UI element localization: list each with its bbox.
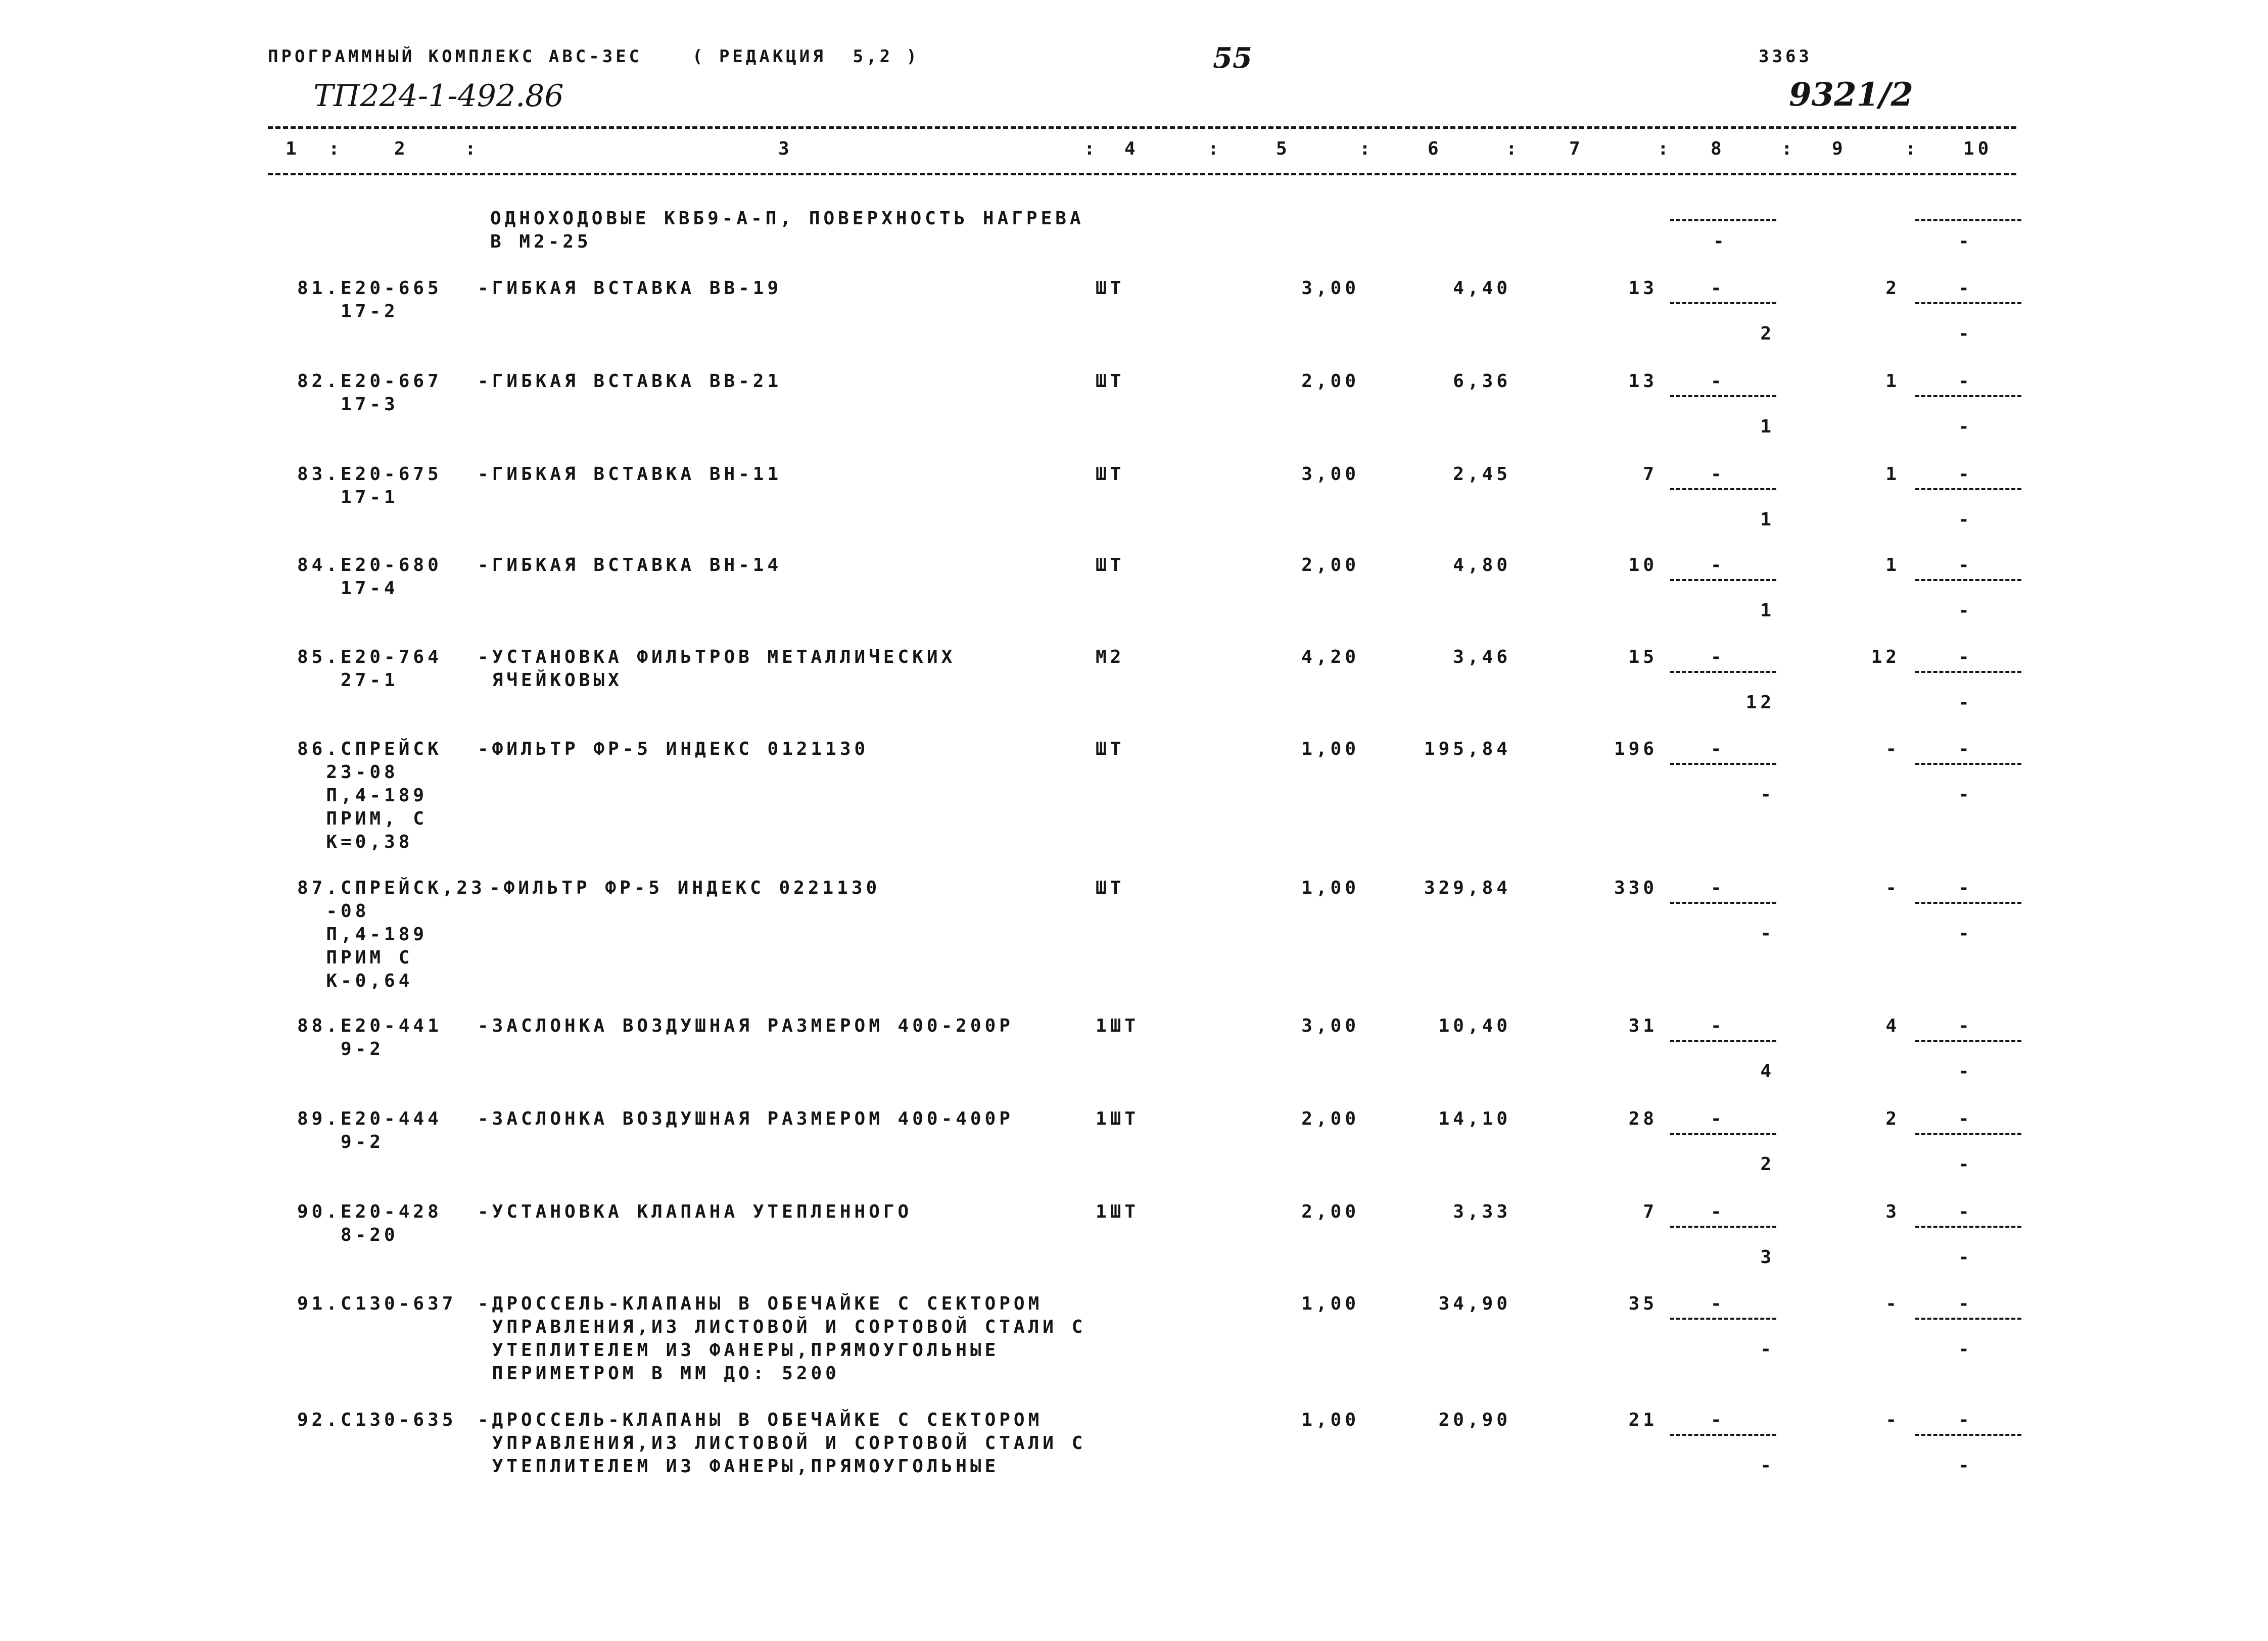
col8-dash: - [1713, 231, 1728, 252]
row-total: 330 [1614, 878, 1658, 898]
edition-label: ( РЕДАКЦИЯ 5,2 ) [692, 46, 920, 67]
row-col8-bottom: - [1760, 923, 1775, 944]
row-col8-bottom: 12 [1745, 692, 1775, 713]
row-code: 17-4 [297, 578, 399, 599]
col8-fraction-line [1670, 1434, 1776, 1436]
row-col10-bottom: - [1958, 1247, 1973, 1268]
row-price: 3,33 [1453, 1201, 1511, 1222]
row-total: 35 [1628, 1293, 1658, 1314]
col10-fraction-line [1915, 1133, 2021, 1135]
row-price: 34,90 [1438, 1293, 1511, 1314]
col10-fraction-line [1915, 1318, 2021, 1320]
row-quantity: 1,00 [1301, 878, 1359, 898]
intro-line: В М2-25 [490, 231, 592, 252]
row-col9: - [1885, 1293, 1900, 1314]
row-col8-bottom: 1 [1760, 600, 1775, 621]
row-description: -ЗАСЛОНКА ВОЗДУШНАЯ РАЗМЕРОМ 400-200Р [478, 1016, 1014, 1036]
column-separator: : [465, 138, 480, 159]
col8-fraction-line [1670, 763, 1776, 765]
column-header-4: 4 [1124, 138, 1139, 159]
row-col10-bottom: - [1958, 416, 1973, 437]
row-description: -ФИЛЬТР ФР-5 ИНДЕКС 0221130 [489, 878, 881, 898]
row-price: 195,84 [1424, 739, 1511, 759]
row-code: К-0,64 [297, 971, 413, 991]
row-code: 88.Е20-441 [297, 1016, 442, 1036]
row-col8-top: - [1711, 647, 1725, 667]
row-description: УТЕПЛИТЕЛЕМ ИЗ ФАНЕРЫ,ПРЯМОУГОЛЬНЫЕ [478, 1456, 1000, 1477]
row-col8-bottom: 1 [1760, 416, 1775, 437]
row-total: 13 [1628, 371, 1658, 392]
row-col8-top: - [1711, 1201, 1725, 1222]
col8-fraction-line [1670, 1226, 1776, 1228]
column-separator: : [1506, 138, 1521, 159]
row-description: -ГИБКАЯ ВСТАВКА ВВ-19 [478, 278, 782, 299]
row-col9: 12 [1871, 647, 1900, 667]
row-col8-top: - [1711, 278, 1725, 299]
row-total: 15 [1628, 647, 1658, 667]
header-rule-top [268, 126, 2016, 129]
column-separator: : [1359, 138, 1374, 159]
row-total: 7 [1643, 1201, 1658, 1222]
row-col8-top: - [1711, 371, 1725, 392]
row-price: 329,84 [1424, 878, 1511, 898]
col8-fraction-line [1670, 902, 1776, 904]
column-header-3: 3 [778, 138, 793, 159]
row-price: 4,80 [1453, 555, 1511, 575]
row-col8-bottom: - [1760, 1339, 1775, 1360]
row-code: 85.Е20-764 [297, 647, 442, 667]
row-description: -ДРОССЕЛЬ-КЛАПАНЫ В ОБЕЧАЙКЕ С СЕКТОРОМ [478, 1410, 1043, 1430]
column-separator: : [1781, 138, 1796, 159]
row-col10-top: - [1958, 371, 1973, 392]
row-col9: 1 [1885, 371, 1900, 392]
row-col10-top: - [1958, 647, 1973, 667]
column-separator: : [1658, 138, 1672, 159]
row-quantity: 3,00 [1301, 278, 1359, 299]
col10-fraction-line [1915, 395, 2021, 397]
row-code: К=0,38 [297, 832, 413, 852]
row-col8-bottom: 1 [1760, 509, 1775, 530]
row-quantity: 4,20 [1301, 647, 1359, 667]
row-quantity: 2,00 [1301, 371, 1359, 392]
row-col10-top: - [1958, 739, 1973, 759]
row-quantity: 2,00 [1301, 555, 1359, 575]
col8-fraction-line [1670, 1040, 1776, 1042]
row-description: ЯЧЕЙКОВЫХ [478, 670, 623, 691]
row-total: 196 [1614, 739, 1658, 759]
row-col9: - [1885, 739, 1900, 759]
row-code: 87.СПРЕЙСК,23 [297, 878, 486, 898]
row-col9: 1 [1885, 464, 1900, 485]
row-quantity: 2,00 [1301, 1201, 1359, 1222]
header-rule-bottom [268, 173, 2016, 175]
row-col10-bottom: - [1958, 600, 1973, 621]
row-price: 10,40 [1438, 1016, 1511, 1036]
row-col9: 1 [1885, 555, 1900, 575]
row-unit: ШТ [1096, 555, 1125, 575]
row-col10-top: - [1958, 278, 1973, 299]
col10-fraction-line [1915, 219, 2021, 221]
row-col8-bottom: 3 [1760, 1247, 1775, 1268]
col10-fraction-line [1915, 488, 2021, 490]
col8-fraction-line [1670, 579, 1776, 581]
row-description: -ФИЛЬТР ФР-5 ИНДЕКС 0121130 [478, 739, 869, 759]
page-number: 55 [1213, 41, 1252, 75]
row-code: 91.С130-637 [297, 1293, 457, 1314]
row-code: -08 [297, 901, 370, 922]
row-quantity: 1,00 [1301, 739, 1359, 759]
column-separator: : [1208, 138, 1222, 159]
row-code: ПРИМ, С [297, 808, 428, 829]
row-code: 89.Е20-444 [297, 1108, 442, 1129]
column-header-1: 1 [286, 138, 300, 159]
col10-fraction-line [1915, 1434, 2021, 1436]
row-col8-bottom: - [1760, 784, 1775, 805]
row-col9: - [1885, 878, 1900, 898]
row-description: УТЕПЛИТЕЛЕМ ИЗ ФАНЕРЫ,ПРЯМОУГОЛЬНЫЕ [478, 1340, 1000, 1361]
row-code: 81.Е20-665 [297, 278, 442, 299]
col8-fraction-line [1670, 671, 1776, 673]
row-col8-bottom: 2 [1760, 323, 1775, 344]
row-code: 82.Е20-667 [297, 371, 442, 392]
row-description: -ЗАСЛОНКА ВОЗДУШНАЯ РАЗМЕРОМ 400-400Р [478, 1108, 1014, 1129]
column-header-2: 2 [394, 138, 409, 159]
row-col8-top: - [1711, 1108, 1725, 1129]
row-unit: М2 [1096, 647, 1125, 667]
row-total: 13 [1628, 278, 1658, 299]
row-col8-bottom: - [1760, 1455, 1775, 1476]
col8-fraction-line [1670, 219, 1776, 221]
project-code: ТП224-1-492.86 [313, 78, 564, 114]
row-quantity: 1,00 [1301, 1410, 1359, 1430]
row-code: 23-08 [297, 762, 399, 783]
row-unit: 1ШТ [1096, 1201, 1140, 1222]
row-col10-bottom: - [1958, 923, 1973, 944]
row-col8-bottom: 2 [1760, 1154, 1775, 1175]
row-col8-top: - [1711, 1016, 1725, 1036]
row-quantity: 3,00 [1301, 1016, 1359, 1036]
row-col10-top: - [1958, 1293, 1973, 1314]
row-code: 9-2 [297, 1132, 385, 1152]
col8-fraction-line [1670, 1318, 1776, 1320]
row-total: 28 [1628, 1108, 1658, 1129]
col10-fraction-line [1915, 671, 2021, 673]
row-price: 3,46 [1453, 647, 1511, 667]
row-price: 20,90 [1438, 1410, 1511, 1430]
row-col10-bottom: - [1958, 1154, 1973, 1175]
row-code: 84.Е20-680 [297, 555, 442, 575]
row-col8-top: - [1711, 739, 1725, 759]
row-code: 17-1 [297, 487, 399, 508]
row-code: 8-20 [297, 1225, 399, 1245]
column-header-5: 5 [1276, 138, 1291, 159]
row-col9: 3 [1885, 1201, 1900, 1222]
row-col8-bottom: 4 [1760, 1061, 1775, 1082]
col8-fraction-line [1670, 302, 1776, 304]
column-header-7: 7 [1569, 138, 1584, 159]
row-description: -УСТАНОВКА КЛАПАНА УТЕПЛЕННОГО [478, 1201, 913, 1222]
row-description: УПРАВЛЕНИЯ,ИЗ ЛИСТОВОЙ И СОРТОВОЙ СТАЛИ С [478, 1317, 1086, 1337]
row-code: П,4-189 [297, 785, 428, 806]
column-separator: : [328, 138, 343, 159]
row-description: -УСТАНОВКА ФИЛЬТРОВ МЕТАЛЛИЧЕСКИХ [478, 647, 956, 667]
col10-fraction-line [1915, 1040, 2021, 1042]
row-col10-top: - [1958, 1016, 1973, 1036]
row-col10-bottom: - [1958, 1339, 1973, 1360]
col10-fraction-line [1915, 302, 2021, 304]
row-price: 4,40 [1453, 278, 1511, 299]
row-price: 6,36 [1453, 371, 1511, 392]
row-description: ПЕРИМЕТРОМ В ММ ДО: 5200 [478, 1363, 840, 1384]
col10-fraction-line [1915, 763, 2021, 765]
row-unit: 1ШТ [1096, 1016, 1140, 1036]
row-code: 17-3 [297, 394, 399, 415]
row-col9: 4 [1885, 1016, 1900, 1036]
row-total: 21 [1628, 1410, 1658, 1430]
row-col8-top: - [1711, 555, 1725, 575]
row-unit: ШТ [1096, 878, 1125, 898]
col10-fraction-line [1915, 902, 2021, 904]
col10-dash: - [1958, 231, 1973, 252]
col8-fraction-line [1670, 1133, 1776, 1135]
row-unit: ШТ [1096, 371, 1125, 392]
row-price: 14,10 [1438, 1108, 1511, 1129]
row-code: П,4-189 [297, 924, 428, 945]
row-code: 86.СПРЕЙСК [297, 739, 442, 759]
row-quantity: 3,00 [1301, 464, 1359, 485]
row-code: 9-2 [297, 1039, 385, 1059]
column-separator: : [1905, 138, 1920, 159]
row-col10-top: - [1958, 555, 1973, 575]
row-col10-top: - [1958, 1201, 1973, 1222]
row-col8-top: - [1711, 1293, 1725, 1314]
row-col8-top: - [1711, 1410, 1725, 1430]
row-unit: 1ШТ [1096, 1108, 1140, 1129]
row-description: УПРАВЛЕНИЯ,ИЗ ЛИСТОВОЙ И СОРТОВОЙ СТАЛИ С [478, 1433, 1086, 1454]
row-col10-bottom: - [1958, 1455, 1973, 1476]
row-price: 2,45 [1453, 464, 1511, 485]
row-col10-bottom: - [1958, 509, 1973, 530]
row-code: 90.Е20-428 [297, 1201, 442, 1222]
column-header-10: 10 [1963, 138, 1993, 159]
intro-line: ОДНОХОДОВЫЕ КВБ9-А-П, ПОВЕРХНОСТЬ НАГРЕВА [490, 208, 1084, 229]
sheet-code: 9321/2 [1789, 76, 1914, 114]
row-col9: - [1885, 1410, 1900, 1430]
column-header-9: 9 [1832, 138, 1847, 159]
row-col8-top: - [1711, 878, 1725, 898]
row-quantity: 1,00 [1301, 1293, 1359, 1314]
row-col10-bottom: - [1958, 323, 1973, 344]
col8-fraction-line [1670, 488, 1776, 490]
row-unit: ШТ [1096, 739, 1125, 759]
row-description: -ГИБКАЯ ВСТАВКА ВВ-21 [478, 371, 782, 392]
row-col8-top: - [1711, 464, 1725, 485]
row-col10-top: - [1958, 1108, 1973, 1129]
row-col10-top: - [1958, 878, 1973, 898]
row-col10-top: - [1958, 1410, 1973, 1430]
program-title: ПРОГРАММНЫЙ КОМПЛЕКС АВС-3ЕС [268, 46, 643, 67]
row-description: -ДРОССЕЛЬ-КЛАПАНЫ В ОБЕЧАЙКЕ С СЕКТОРОМ [478, 1293, 1043, 1314]
doc-code: 3363 [1759, 46, 1812, 67]
row-col10-bottom: - [1958, 1061, 1973, 1082]
row-code: 27-1 [297, 670, 399, 691]
row-total: 7 [1643, 464, 1658, 485]
row-description: -ГИБКАЯ ВСТАВКА ВН-14 [478, 555, 782, 575]
row-code: 83.Е20-675 [297, 464, 442, 485]
row-code: 92.С130-635 [297, 1410, 457, 1430]
row-quantity: 2,00 [1301, 1108, 1359, 1129]
row-total: 31 [1628, 1016, 1658, 1036]
row-code: ПРИМ С [297, 947, 413, 968]
row-col9: 2 [1885, 278, 1900, 299]
row-col10-bottom: - [1958, 784, 1973, 805]
row-total: 10 [1628, 555, 1658, 575]
row-unit: ШТ [1096, 464, 1125, 485]
col10-fraction-line [1915, 1226, 2021, 1228]
row-unit: ШТ [1096, 278, 1125, 299]
row-col10-bottom: - [1958, 692, 1973, 713]
col8-fraction-line [1670, 395, 1776, 397]
col10-fraction-line [1915, 579, 2021, 581]
row-code: 17-2 [297, 301, 399, 322]
row-description: -ГИБКАЯ ВСТАВКА ВН-11 [478, 464, 782, 485]
row-col9: 2 [1885, 1108, 1900, 1129]
column-separator: : [1084, 138, 1099, 159]
column-header-6: 6 [1428, 138, 1442, 159]
row-col10-top: - [1958, 464, 1973, 485]
column-header-8: 8 [1711, 138, 1725, 159]
